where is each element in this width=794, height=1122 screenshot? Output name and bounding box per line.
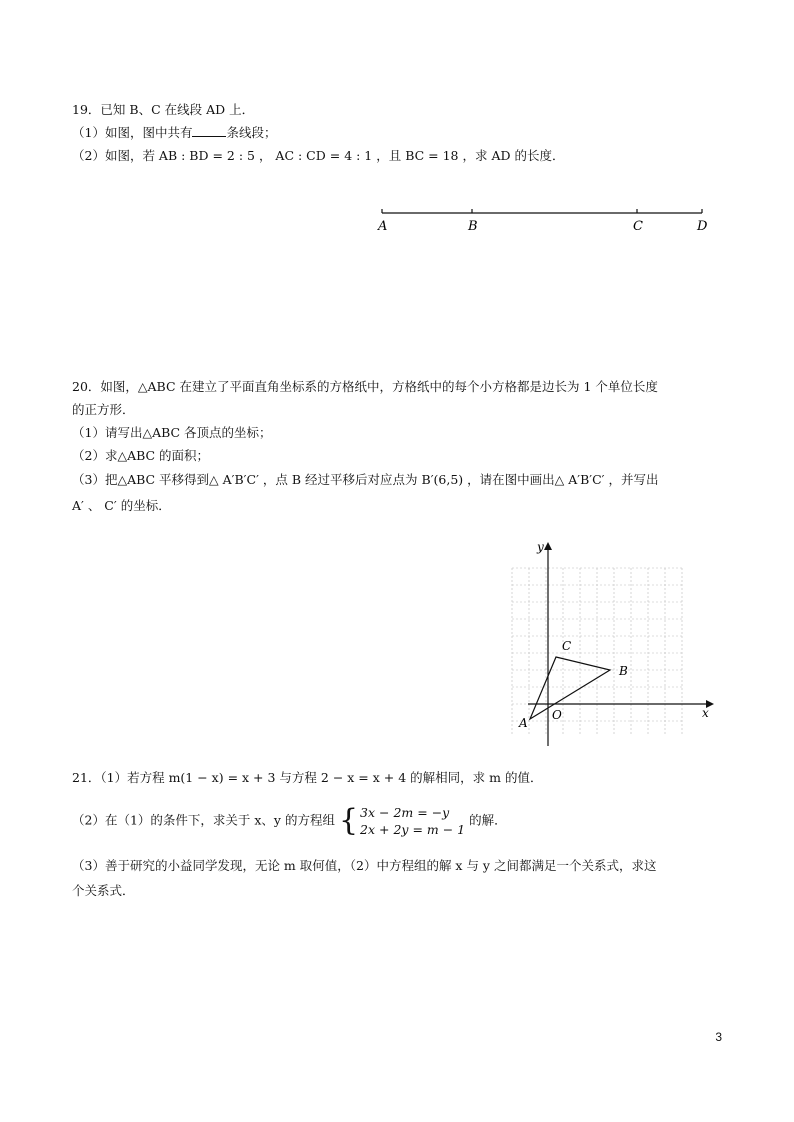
equation-system	[360, 804, 465, 838]
vertex-b-label: B	[619, 664, 628, 678]
q19-part2: （2）如图，若 AB : BD = 2 : 5 ， AC : CD = 4 : 1 ，且 BC = 18 ，求 AD 的长度．	[72, 148, 565, 163]
equation-2: 2x + 2y = m − 1	[360, 822, 466, 837]
equation-1: 3x − 2m = −y	[360, 805, 450, 820]
label-d: D	[697, 219, 708, 234]
q21-part1: 21．（1）若方程 m(1 − x) = x + 3 与方程 2 − x = x + 4 的解相同，求 m 的值．	[72, 770, 543, 785]
label-b: B	[468, 219, 478, 234]
q20-part1: （1）请写出△ABC 各顶点的坐标；	[72, 425, 272, 440]
q19-stem: 19．已知 B、C 在线段 AD 上．	[72, 102, 255, 117]
q21-part2-text: （2）在（1）的条件下，求关于 x、y 的方程组	[72, 812, 335, 828]
q21-part2	[72, 804, 507, 838]
q21-part3-line1: （3）善于研究的小益同学发现，无论 m 取何值，（2）中方程组的解 x 与 y 之间都满足一个关系式，求这	[72, 858, 657, 873]
q20-stem-line2: 的正方形．	[72, 402, 135, 417]
grid-lines	[512, 568, 682, 736]
q20-part3-line1: （3）把△ABC 平移得到△ A′B′C′ ，点 B 经过平移后对应点为 B′(6,5) ，请在图中画出△ A′B′C′ ，并写出	[72, 472, 659, 487]
origin-label: O	[552, 708, 562, 722]
label-a: A	[378, 219, 388, 234]
coordinate-grid-figure	[506, 536, 722, 754]
page-number: 3	[715, 1030, 722, 1044]
q19-part1	[72, 124, 276, 142]
triangle-abc	[530, 657, 610, 719]
q19-part1-text: （1）如图，图中共有	[72, 125, 193, 140]
y-axis-label: y	[537, 540, 544, 554]
vertex-a-label: A	[519, 716, 528, 730]
x-axis-label: x	[702, 706, 709, 720]
q21-part2-suffix: 的解．	[469, 812, 507, 828]
q19-part1-suffix: 条线段；	[226, 125, 277, 140]
y-axis-arrow	[544, 542, 552, 550]
q20-stem-line1: 20．如图，△ABC 在建立了平面直角坐标系的方格纸中，方格纸中的每个小方格都是边长为 1 个单位长度	[72, 379, 658, 394]
system-brace: {	[338, 803, 359, 838]
q20-part3-line2: A′ 、 C′ 的坐标．	[72, 498, 171, 513]
answer-blank	[192, 124, 226, 137]
q21-part3-line2: 个关系式．	[72, 883, 135, 898]
vertex-c-label: C	[562, 639, 572, 653]
q20-part2: （2）求△ABC 的面积；	[72, 448, 210, 463]
label-c: C	[633, 219, 643, 234]
segment-figure	[372, 200, 712, 240]
